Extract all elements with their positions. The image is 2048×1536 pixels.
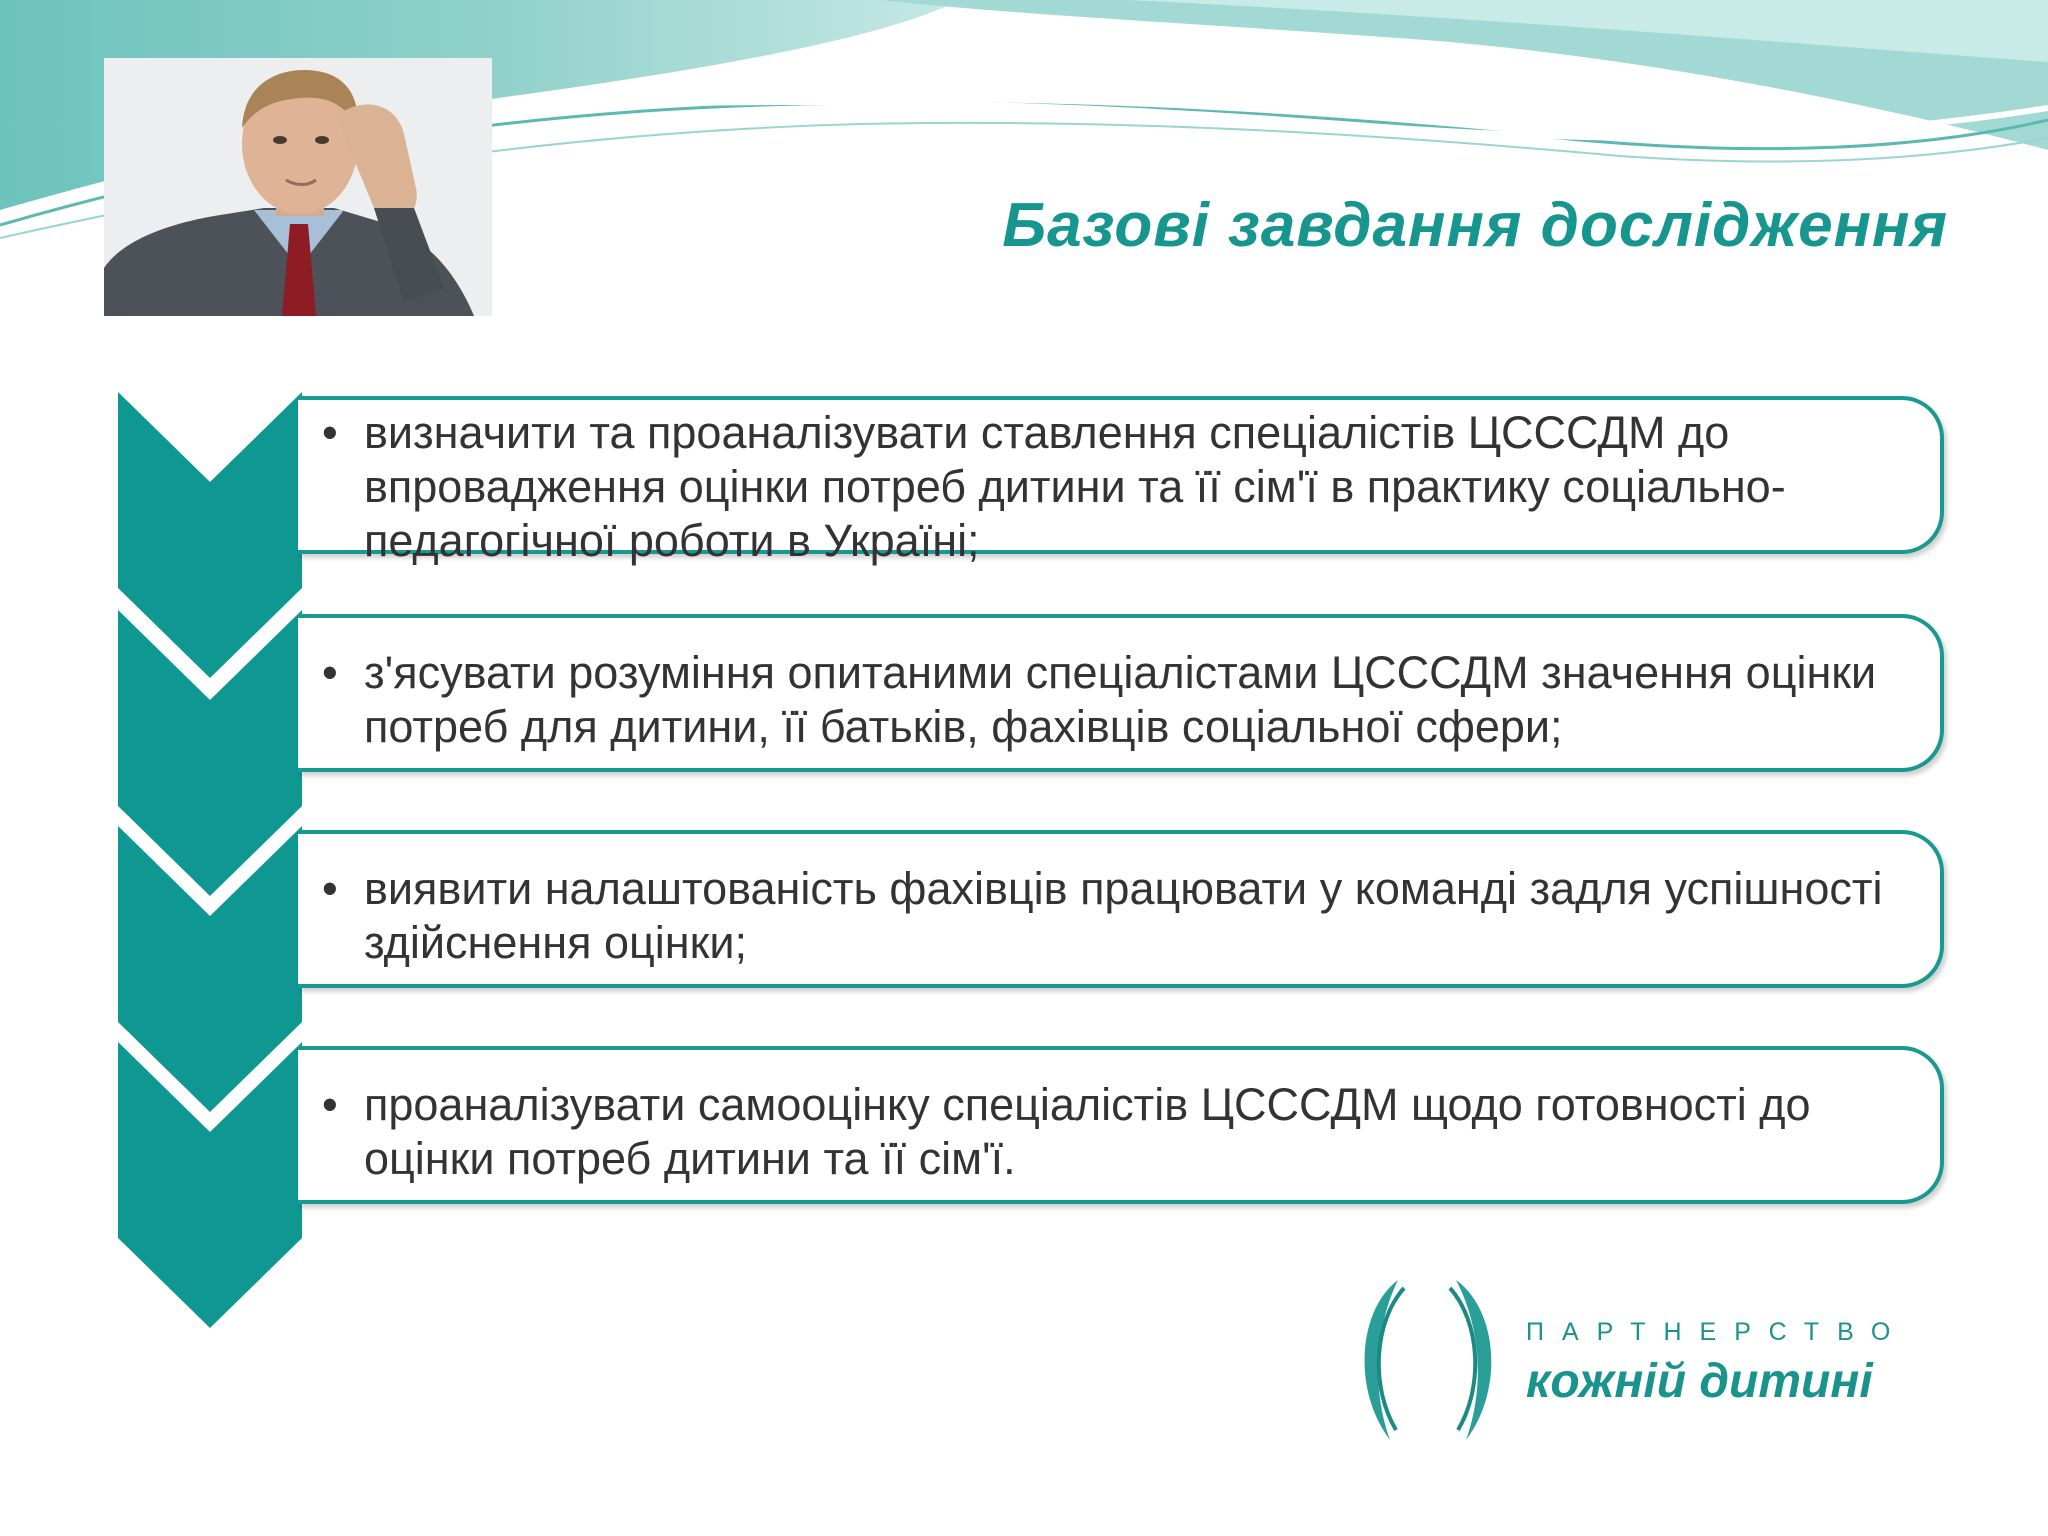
- logo-partnership-text: ПАРТНЕРСТВО: [1526, 1318, 1909, 1346]
- task-description: з'ясувати розуміння опитаними спеціалістами ЦСССДМ значення оцінки потреб для дитини, її батьків, фахівців соціальної сфери;: [364, 647, 1877, 752]
- task-box-2: [298, 614, 1944, 772]
- logo-every-child-text: кожній дитині: [1526, 1355, 1873, 1408]
- task-text: [322, 1078, 1920, 1186]
- task-text: [322, 646, 1920, 754]
- bracket-logo-icon: [1338, 1270, 1518, 1450]
- page-title: Базові завдання дослідження: [1002, 191, 1948, 260]
- task-box-3: [298, 830, 1944, 988]
- task-box-4: [298, 1046, 1944, 1204]
- bullet-icon: •: [322, 1079, 338, 1130]
- partnership-logo: [1338, 1270, 1928, 1450]
- photo-thinking-man: [104, 58, 492, 316]
- task-description: виявити налаштованість фахівців працювати у команді задля успішності здійснення оцінки;: [364, 863, 1883, 968]
- chevron-arrow-icon: [118, 1042, 302, 1328]
- bullet-icon: •: [322, 647, 338, 698]
- task-box-1: [298, 396, 1944, 566]
- task-description: визначити та проаналізувати ставлення спеціалістів ЦСССДМ до впровадження оцінки потреб дитини та її сім'ї в практику соціально-педагогічної роботи в Україні;: [364, 407, 1786, 566]
- bullet-icon: •: [322, 863, 338, 914]
- task-text: [322, 406, 1920, 568]
- task-text: [322, 862, 1920, 970]
- bullet-icon: •: [322, 407, 338, 458]
- task-description: проаналізувати самооцінку спеціалістів ЦСССДМ щодо готовності до оцінки потреб дитини та її сім'ї.: [364, 1079, 1811, 1184]
